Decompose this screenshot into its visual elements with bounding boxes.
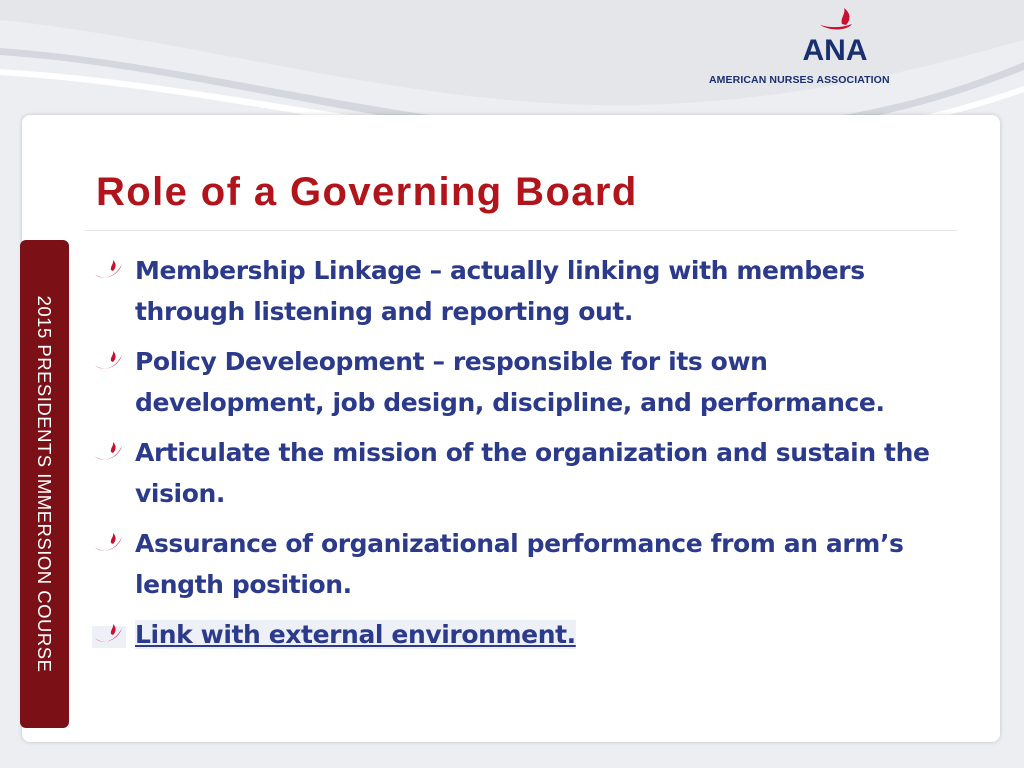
bullet-list [92, 250, 962, 664]
title-divider [85, 230, 957, 231]
check-bullet-icon [92, 258, 126, 284]
organization-name: AMERICAN NURSES ASSOCIATION [709, 74, 890, 86]
bullet-text: Assurance of organizational performance from an arm’s length position. [135, 529, 904, 599]
bullet-text: Articulate the mission of the organization and sustain the vision. [135, 438, 930, 508]
ana-logo [700, 8, 970, 86]
slide-title: Role of a Governing Board [96, 170, 638, 214]
check-bullet-icon [92, 440, 126, 466]
check-bullet-icon [92, 349, 126, 375]
check-bullet-icon [92, 622, 126, 648]
bullet-link-text[interactable]: Link with external environment. [135, 620, 576, 649]
bullet-item [92, 614, 962, 655]
check-bullet-icon [92, 531, 126, 557]
bullet-text: Policy Develeopment – responsible for its own development, job design, discipline, and performance. [135, 347, 885, 417]
bullet-text: Membership Linkage – actually linking with members through listening and reporting out. [135, 256, 865, 326]
bullet-item [92, 523, 962, 605]
logo-wordmark: ANA [802, 34, 868, 67]
ana-flame-logo-icon [780, 8, 890, 68]
bullet-item [92, 341, 962, 423]
side-tab-label: 2015 PRESIDENTS IMMERSION COURSE [34, 295, 55, 673]
bullet-item [92, 432, 962, 514]
bullet-item [92, 250, 962, 332]
